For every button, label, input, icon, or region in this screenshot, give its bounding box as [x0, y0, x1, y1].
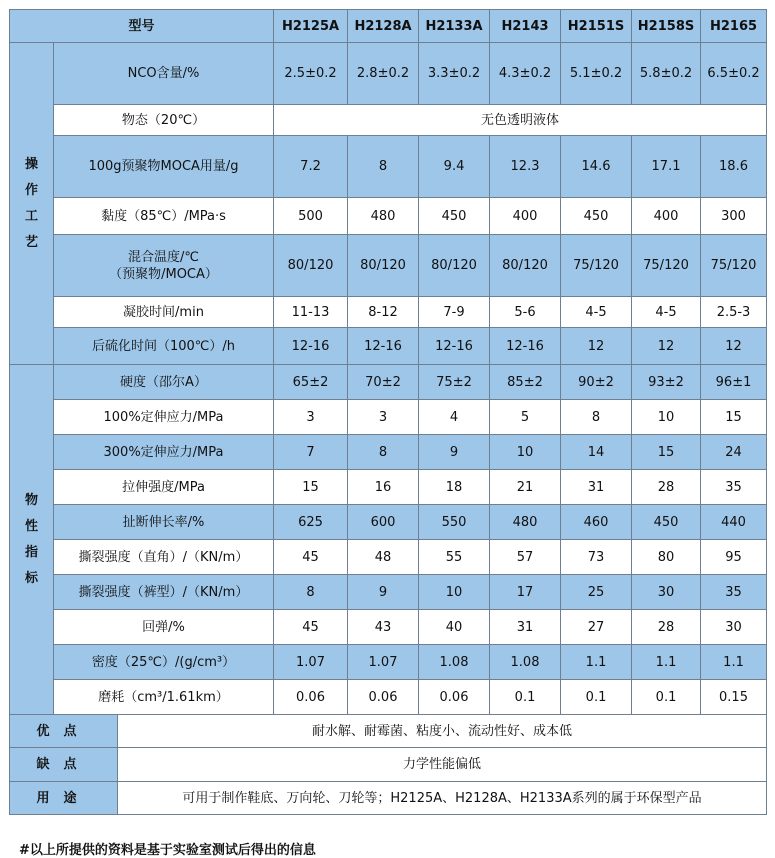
process-value-cell: 12 — [701, 328, 767, 365]
model-header-label: 型号 — [10, 10, 274, 43]
process-param-label: 凝胶时间/min — [54, 297, 274, 328]
physical-value-cell: 90±2 — [561, 365, 632, 400]
physical-value-cell: 30 — [632, 575, 701, 610]
physical-row — [10, 680, 767, 715]
process-value-cell: 450 — [561, 198, 632, 235]
process-param-label: NCO含量/% — [54, 43, 274, 105]
process-value-cell: 400 — [490, 198, 561, 235]
physical-value-cell: 30 — [701, 610, 767, 645]
process-value-cell: 12.3 — [490, 136, 561, 198]
physical-value-cell: 1.07 — [274, 645, 348, 680]
process-value-cell: 80/120 — [348, 235, 419, 297]
physical-value-cell: 15 — [274, 470, 348, 505]
physical-param-label: 扯断伸长率/% — [54, 505, 274, 540]
physical-value-cell: 18 — [419, 470, 490, 505]
physical-row — [10, 400, 767, 435]
physical-value-cell: 8 — [348, 435, 419, 470]
process-value-cell: 14.6 — [561, 136, 632, 198]
physical-value-cell: 70±2 — [348, 365, 419, 400]
physical-value-cell: 9 — [419, 435, 490, 470]
physical-value-cell: 0.06 — [348, 680, 419, 715]
physical-value-cell: 35 — [701, 470, 767, 505]
summary-row — [10, 782, 767, 815]
physical-param-label: 300%定伸应力/MPa — [54, 435, 274, 470]
process-value-cell: 80/120 — [419, 235, 490, 297]
process-param-label: 物态（20℃） — [54, 105, 274, 136]
physical-value-cell: 55 — [419, 540, 490, 575]
process-value-cell: 9.4 — [419, 136, 490, 198]
process-row — [10, 297, 767, 328]
physical-row — [10, 645, 767, 680]
physical-value-cell: 28 — [632, 470, 701, 505]
physical-row — [10, 470, 767, 505]
process-value-cell: 2.5±0.2 — [274, 43, 348, 105]
footnote: #以上所提供的资料是基于实验室测试后得出的信息 — [19, 843, 316, 858]
model-name: H2158S — [632, 10, 701, 43]
physical-value-cell: 3 — [274, 400, 348, 435]
process-value-cell: 11-13 — [274, 297, 348, 328]
physical-value-cell: 1.08 — [419, 645, 490, 680]
process-param-label: 混合温度/℃ （预聚物/MOCA） — [54, 235, 274, 297]
physical-value-cell: 480 — [490, 505, 561, 540]
physical-value-cell: 45 — [274, 610, 348, 645]
process-row — [10, 43, 767, 105]
physical-value-cell: 3 — [348, 400, 419, 435]
process-value-cell: 80/120 — [490, 235, 561, 297]
physical-param-label: 撕裂强度（裤型）/（KN/m） — [54, 575, 274, 610]
physical-row — [10, 365, 767, 400]
physical-param-label: 拉伸强度/MPa — [54, 470, 274, 505]
process-value-cell: 12 — [561, 328, 632, 365]
physical-value-cell: 600 — [348, 505, 419, 540]
physical-value-cell: 10 — [419, 575, 490, 610]
summary-label-text: 优点 — [36, 723, 91, 739]
process-value-cell: 12-16 — [348, 328, 419, 365]
physical-value-cell: 31 — [561, 470, 632, 505]
physical-value-cell: 80 — [632, 540, 701, 575]
process-value-cell: 12-16 — [490, 328, 561, 365]
physical-value-cell: 45 — [274, 540, 348, 575]
physical-value-cell: 65±2 — [274, 365, 348, 400]
process-value-cell: 17.1 — [632, 136, 701, 198]
model-name: H2125A — [274, 10, 348, 43]
physical-value-cell: 5 — [490, 400, 561, 435]
physical-value-cell: 7 — [274, 435, 348, 470]
summary-label — [10, 715, 118, 748]
physical-value-cell: 35 — [701, 575, 767, 610]
process-value-cell: 75/120 — [701, 235, 767, 297]
physical-value-cell: 43 — [348, 610, 419, 645]
process-value-cell: 480 — [348, 198, 419, 235]
physical-param-label: 硬度（邵尔A） — [54, 365, 274, 400]
physical-row — [10, 610, 767, 645]
process-group-label — [10, 43, 54, 365]
process-value-cell: 4.3±0.2 — [490, 43, 561, 105]
physical-value-cell: 25 — [561, 575, 632, 610]
model-name: H2151S — [561, 10, 632, 43]
physical-value-cell: 1.1 — [701, 645, 767, 680]
physical-value-cell: 14 — [561, 435, 632, 470]
physical-value-cell: 10 — [632, 400, 701, 435]
physical-group-label — [10, 365, 54, 715]
process-value-cell: 500 — [274, 198, 348, 235]
summary-row — [10, 715, 767, 748]
physical-value-cell: 28 — [632, 610, 701, 645]
process-param-label: 后硫化时间（100℃）/h — [54, 328, 274, 365]
physical-value-cell: 8 — [561, 400, 632, 435]
physical-value-cell: 48 — [348, 540, 419, 575]
model-name: H2133A — [419, 10, 490, 43]
summary-label — [10, 782, 118, 815]
physical-value-cell: 10 — [490, 435, 561, 470]
model-name: H2128A — [348, 10, 419, 43]
physical-value-cell: 9 — [348, 575, 419, 610]
process-value-cell: 12 — [632, 328, 701, 365]
physical-value-cell: 93±2 — [632, 365, 701, 400]
process-value-cell: 5-6 — [490, 297, 561, 328]
physical-value-cell: 1.08 — [490, 645, 561, 680]
process-row — [10, 328, 767, 365]
process-value-cell: 12-16 — [274, 328, 348, 365]
physical-value-cell: 16 — [348, 470, 419, 505]
physical-value-cell: 95 — [701, 540, 767, 575]
physical-param-label: 回弹/% — [54, 610, 274, 645]
summary-text: 耐水解、耐霉菌、粘度小、流动性好、成本低 — [118, 715, 767, 748]
process-value-cell: 8 — [348, 136, 419, 198]
physical-value-cell: 1.07 — [348, 645, 419, 680]
model-name: H2165 — [701, 10, 767, 43]
specification-table — [9, 9, 767, 815]
physical-value-cell: 31 — [490, 610, 561, 645]
physical-value-cell: 4 — [419, 400, 490, 435]
summary-label-text: 缺点 — [36, 757, 91, 772]
process-value-cell: 7-9 — [419, 297, 490, 328]
header-row — [10, 10, 767, 43]
spec-sheet — [9, 9, 766, 858]
physical-param-label: 密度（25℃）/(g/cm³） — [54, 645, 274, 680]
physical-group-text: 物性指标 — [24, 492, 38, 586]
physical-value-cell: 1.1 — [632, 645, 701, 680]
physical-param-label: 100%定伸应力/MPa — [54, 400, 274, 435]
physical-value-cell: 625 — [274, 505, 348, 540]
physical-value-cell: 0.06 — [419, 680, 490, 715]
physical-value-cell: 0.1 — [632, 680, 701, 715]
physical-value-cell: 0.1 — [561, 680, 632, 715]
physical-value-cell: 24 — [701, 435, 767, 470]
process-value-cell: 3.3±0.2 — [419, 43, 490, 105]
process-param-label: 黏度（85℃）/MPa·s — [54, 198, 274, 235]
physical-value-cell: 0.15 — [701, 680, 767, 715]
summary-text: 力学性能偏低 — [118, 748, 767, 782]
model-name: H2143 — [490, 10, 561, 43]
process-row — [10, 235, 767, 297]
process-value-cell: 300 — [701, 198, 767, 235]
process-merged-value: 无色透明液体 — [274, 105, 767, 136]
process-value-cell: 75/120 — [561, 235, 632, 297]
physical-param-label: 磨耗（cm³/1.61km） — [54, 680, 274, 715]
process-value-cell: 75/120 — [632, 235, 701, 297]
process-row — [10, 136, 767, 198]
process-value-cell: 6.5±0.2 — [701, 43, 767, 105]
physical-param-label: 撕裂强度（直角）/（KN/m） — [54, 540, 274, 575]
physical-value-cell: 27 — [561, 610, 632, 645]
physical-value-cell: 1.1 — [561, 645, 632, 680]
physical-value-cell: 75±2 — [419, 365, 490, 400]
process-row — [10, 198, 767, 235]
physical-value-cell: 450 — [632, 505, 701, 540]
physical-value-cell: 440 — [701, 505, 767, 540]
summary-label-text: 用途 — [36, 790, 91, 806]
process-value-cell: 8-12 — [348, 297, 419, 328]
physical-row — [10, 575, 767, 610]
summary-label — [10, 748, 118, 782]
process-value-cell: 18.6 — [701, 136, 767, 198]
process-value-cell: 5.1±0.2 — [561, 43, 632, 105]
process-value-cell: 450 — [419, 198, 490, 235]
process-value-cell: 12-16 — [419, 328, 490, 365]
physical-row — [10, 435, 767, 470]
physical-value-cell: 0.1 — [490, 680, 561, 715]
process-group-text: 操作工艺 — [24, 156, 38, 250]
physical-value-cell: 96±1 — [701, 365, 767, 400]
process-value-cell: 80/120 — [274, 235, 348, 297]
physical-value-cell: 17 — [490, 575, 561, 610]
physical-value-cell: 8 — [274, 575, 348, 610]
process-value-cell: 4-5 — [632, 297, 701, 328]
physical-value-cell: 460 — [561, 505, 632, 540]
physical-value-cell: 15 — [632, 435, 701, 470]
physical-value-cell: 0.06 — [274, 680, 348, 715]
physical-value-cell: 21 — [490, 470, 561, 505]
physical-value-cell: 550 — [419, 505, 490, 540]
process-value-cell: 4-5 — [561, 297, 632, 328]
physical-value-cell: 73 — [561, 540, 632, 575]
process-param-label: 100g预聚物MOCA用量/g — [54, 136, 274, 198]
physical-value-cell: 57 — [490, 540, 561, 575]
physical-value-cell: 40 — [419, 610, 490, 645]
summary-row — [10, 748, 767, 782]
process-value-cell: 7.2 — [274, 136, 348, 198]
process-value-cell: 2.8±0.2 — [348, 43, 419, 105]
process-value-cell: 2.5-3 — [701, 297, 767, 328]
summary-text: 可用于制作鞋底、万向轮、刀轮等；H2125A、H2128A、H2133A系列的属于环保型产品 — [118, 782, 767, 815]
physical-value-cell: 85±2 — [490, 365, 561, 400]
process-value-cell: 400 — [632, 198, 701, 235]
physical-row — [10, 540, 767, 575]
physical-row — [10, 505, 767, 540]
process-value-cell: 5.8±0.2 — [632, 43, 701, 105]
physical-value-cell: 15 — [701, 400, 767, 435]
process-row — [10, 105, 767, 136]
